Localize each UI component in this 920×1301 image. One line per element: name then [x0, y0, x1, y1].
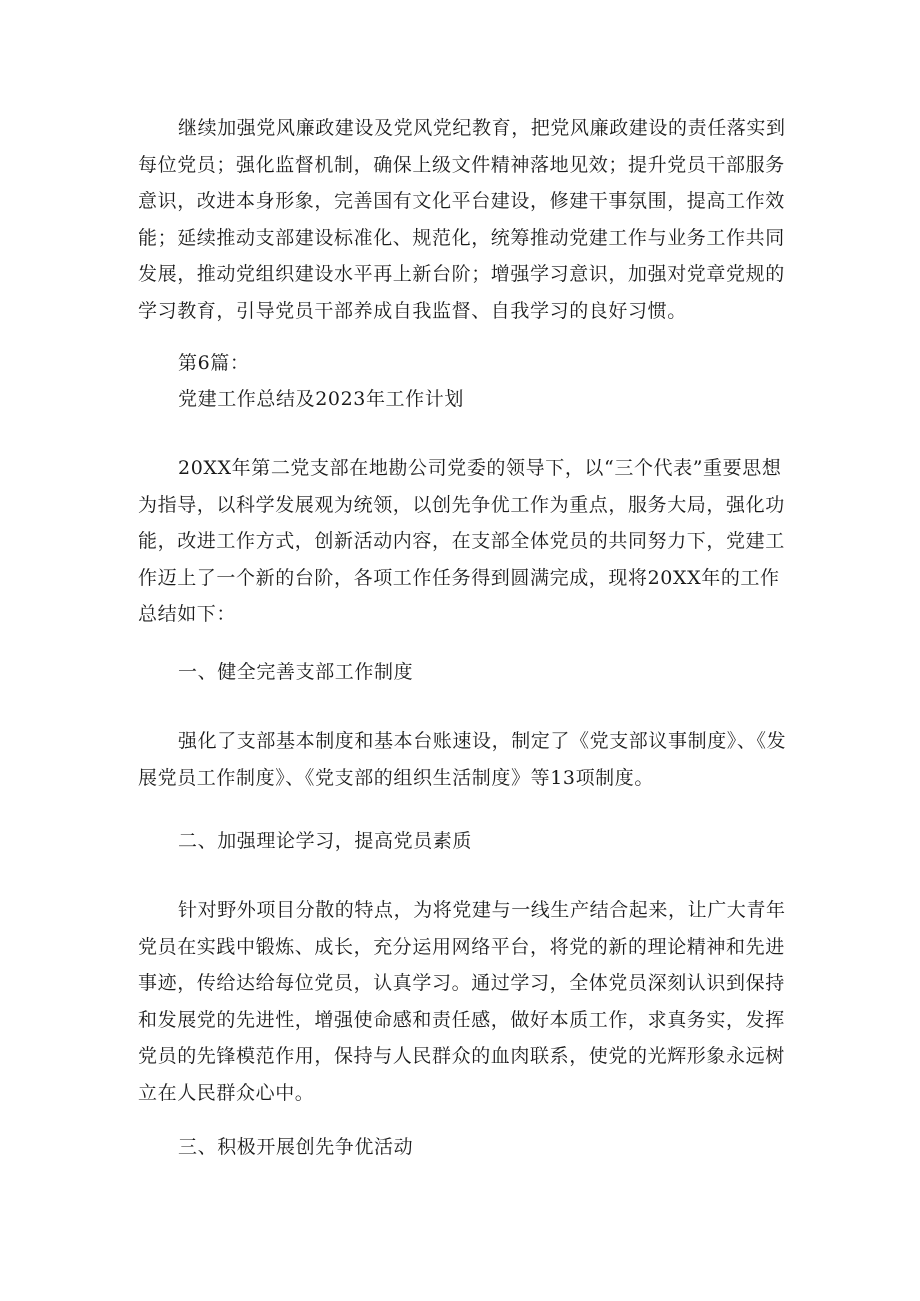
- paragraph-summary-intro: 20XX年第二党支部在地勘公司党委的领导下，以“三个代表”重要思想为指导，以科学发展观为统领，以创先争优工作为重点，服务大局，强化功能，改进工作方式，创新活动内容，在支部全体党员的共同努力下，党建工作迈上了一个新的台阶，各项工作任务得到圆满完成，现将20XX年的工作总结如下：: [138, 457, 785, 625]
- section-3-heading: 三、积极开展创先争优活动: [178, 1136, 414, 1158]
- section-2-text: 针对野外项目分散的特点，为将党建与一线生产结合起来，让广大青年党员在实践中锻炼、成长，充分运用网络平台，将党的新的理论精神和先进事迹，传给达给每位党员，认真学习。通过学习，全体党员深刻认识到保持和发展党的先进性，增强使命感和责任感，做好本质工作，求真务实，发挥党员的先锋模范作用，保持与人民群众的血肉联系，使党的光辉形象永远树立在人民群众心中。: [138, 899, 786, 1104]
- section-2-heading: 二、加强理论学习，提高党员素质: [178, 830, 473, 852]
- piece-title: 党建工作总结及2023年工作计划: [178, 388, 464, 410]
- paragraph-discipline-education: 继续加强党风廉政建设及党风党纪教育，把党风廉政建设的责任落实到每位党员；强化监督机制，确保上级文件精神落地见效；提升党员干部服务意识，改进本身形象，完善国有文化平台建设，修建干事氛围，提高工作效能；延续推动支部建设标准化、规范化，统筹推动党建工作与业务工作共同发展，推动党组织建设水平再上新台阶；增强学习意识，加强对党章党规的学习教育，引导党员干部养成自我监督、自我学习的良好习惯。: [138, 117, 786, 322]
- section-1-heading: 一、健全完善支部工作制度: [178, 661, 414, 683]
- piece-label: 第6篇：: [178, 352, 250, 374]
- section-1-text: 强化了支部基本制度和基本台账速设，制定了《党支部议事制度》、《发展党员工作制度》、《党支部的组织生活制度》等13项制度。: [138, 730, 787, 789]
